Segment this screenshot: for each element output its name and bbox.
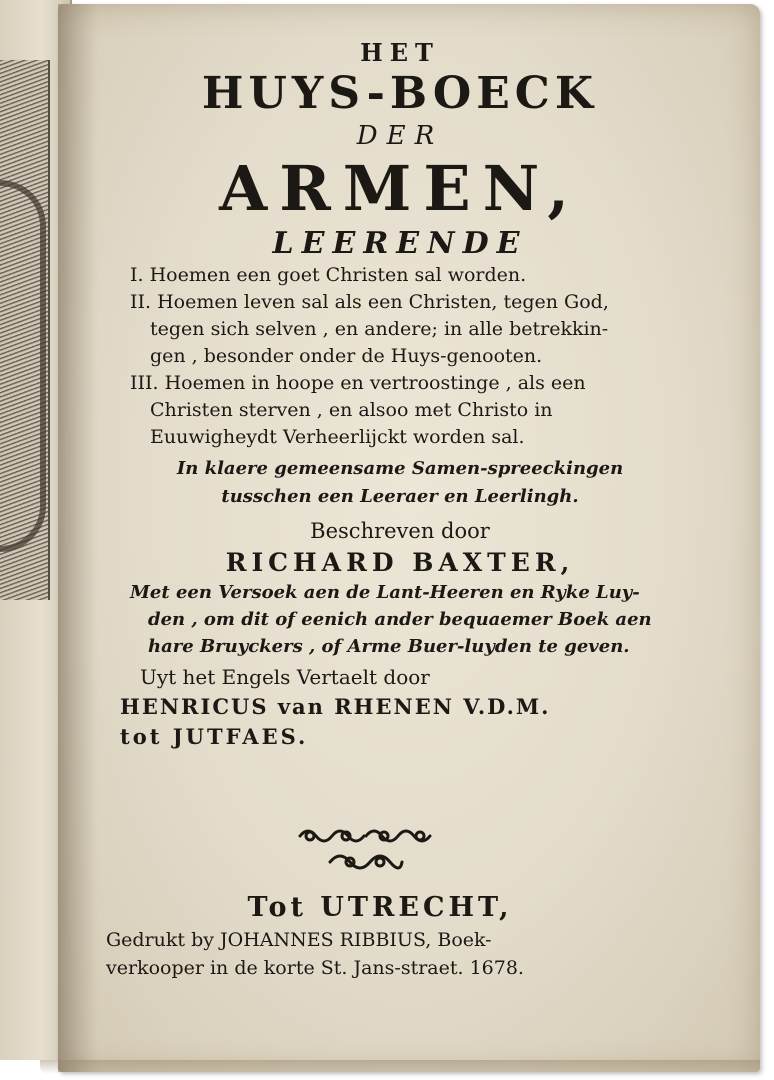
subtitle bbox=[100, 455, 700, 511]
versoek-line: Met een Versoek aen de Lant-Heeren en Ryke Luy- bbox=[130, 582, 640, 603]
title-block bbox=[100, 38, 700, 752]
title-armen: ARMEN, bbox=[219, 152, 581, 225]
point-line: Euuwigheydt Verheerlijckt worden sal. bbox=[150, 426, 525, 448]
imprint-city: Tot UTRECHT, bbox=[247, 892, 513, 923]
title-leerende: LEERENDE bbox=[272, 226, 528, 261]
printer-line: Gedrukt by JOHANNES RIBBIUS, Boek- bbox=[106, 929, 492, 951]
teaching-points bbox=[130, 262, 700, 451]
described-by: Beschreven door bbox=[310, 519, 490, 543]
subtitle-line: In klaere gemeensame Samen-spreeckingen bbox=[176, 458, 624, 479]
page-bottom-edge bbox=[40, 1060, 760, 1074]
imprint-printer bbox=[106, 926, 660, 982]
point-line: II. Hoemen leven sal als een Christen, tegen God, bbox=[130, 291, 609, 313]
translator-place: tot JUTFAES. bbox=[120, 724, 309, 749]
point-line: III. Hoemen in hoope en vertroostinge , als een bbox=[130, 372, 586, 394]
versoek-text bbox=[130, 579, 700, 660]
title-het: HET bbox=[360, 38, 440, 67]
point-line: I. Hoemen een goet Christen sal worden. bbox=[130, 264, 527, 286]
subtitle-line: tusschen een Leeraer en Leerlingh. bbox=[221, 486, 579, 507]
translator-name: HENRICUS van RHENEN V.D.M. bbox=[120, 694, 551, 719]
point-line: Christen sterven , en alsoo met Christo in bbox=[150, 399, 553, 421]
title-huys-boeck: HUYS-BOECK bbox=[201, 68, 599, 119]
printers-ornament-icon bbox=[290, 822, 440, 882]
author-name: RICHARD BAXTER, bbox=[225, 548, 575, 577]
imprint-block bbox=[100, 890, 660, 982]
point-line: gen , besonder onder de Huys-genooten. bbox=[150, 345, 543, 367]
translated-by: Uyt het Engels Vertaelt door bbox=[140, 665, 430, 689]
versoek-line: den , om dit of eenich ander bequaemer Boek aen bbox=[148, 609, 652, 630]
title-der: DER bbox=[356, 121, 444, 151]
printer-line: verkooper in de korte St. Jans-straet. 1678. bbox=[106, 957, 524, 979]
point-line: tegen sich selven , en andere; in alle betrekkin- bbox=[150, 318, 609, 340]
versoek-line: hare Bruyckers , of Arme Buer-luyden te geven. bbox=[148, 636, 630, 657]
wreath-ornament-icon bbox=[0, 180, 46, 552]
